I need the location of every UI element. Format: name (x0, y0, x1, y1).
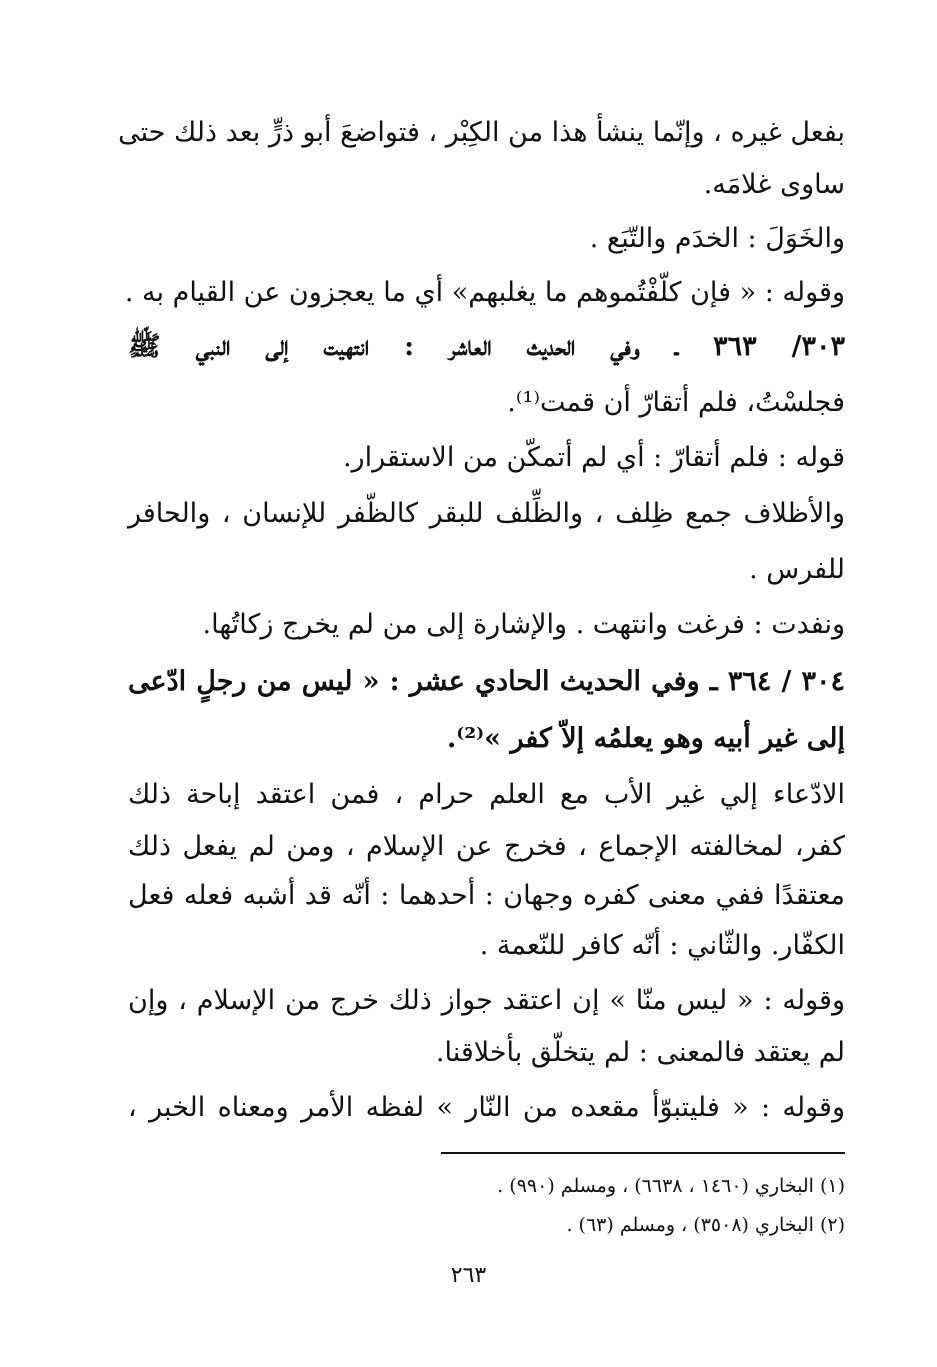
text-line: لم يعتقد فالمعنى : لم يتخلّق بأخلاقنا. (435, 1037, 845, 1068)
footnote: (١) البخاري (١٤٦٠ ، ٦٦٣٨) ، ومسلم (٩٩٠) . (497, 1175, 845, 1197)
hadith-heading: ٣٠٤ / ٣٦٤ ـ وفي الحديث الحادي عشر : « ليس من رجلٍ ادّعى (128, 666, 845, 697)
hadith-heading: ٣٠٣/ ٣٦٣ ـ وفي الحديث العاشر : انتهيت إلى النبي ﷺ (128, 331, 846, 362)
text-line: للفرس . (749, 554, 845, 585)
text-line: وقوله : « ليس منّا » إن اعتقد جواز ذلك خرج من الإسلام ، وإن (128, 985, 845, 1016)
page-number: ٢٦٣ (450, 1263, 487, 1288)
text-line: قوله : فلم أتقارّ : أي لم أتمكّن من الاستقرار. (342, 442, 845, 473)
hadith-text: إلى غير أبيه وهو يعلمُه إلاّ كفر »⁽²⁾. (446, 723, 845, 754)
text-line: ونفدت : فرغت وانتهت . والإشارة إلى من لم يخرج زكاتُها. (202, 609, 845, 640)
text-line: كفر، لمخالفته الإجماع ، فخرج عن الإسلام ، ومن لم يفعل ذلك (128, 831, 845, 862)
footnote-separator (441, 1152, 845, 1154)
text-line: والخَوَلَ : الخدَم والتّبَع . (589, 223, 845, 254)
text-line: ساوى غلامَه. (703, 169, 845, 200)
footnote: (٢) البخاري (٣٥٠٨) ، ومسلم (٦٣) . (566, 1214, 845, 1236)
text-line: فجلسْتُ، فلم أتقارّ أن قمت⁽¹⁾. (507, 387, 845, 418)
text-line: الادّعاء إلي غير الأب مع العلم حرام ، فمن اعتقد إباحة ذلك (128, 779, 845, 810)
text-line: والأظلاف جمع ظِلف ، والظِّلف للبقر كالظّفر للإنسان ، والحافر (128, 498, 845, 529)
text-line: معتقدًا ففي معنى كفره وجهان : أحدهما : أنّه قد أشبه فعله فعل (128, 880, 845, 911)
text-line: وقوله : « فإن كلّفْتُموهم ما يغلبهم» أي ما يعجزون عن القيام به . (124, 277, 845, 308)
text-line: بفعل غيره ، وإنّما ينشأ هذا من الكِبْر ، فتواضعَ أبو ذرٍّ بعد ذلك حتى (118, 117, 845, 148)
text-line: الكفّار. والثّاني : أنّه كافر للنّعمة . (479, 930, 845, 961)
text-line: وقوله : « فليتبوّأ مقعده من النّار » لفظه الأمر ومعناه الخبر ، (128, 1092, 845, 1123)
